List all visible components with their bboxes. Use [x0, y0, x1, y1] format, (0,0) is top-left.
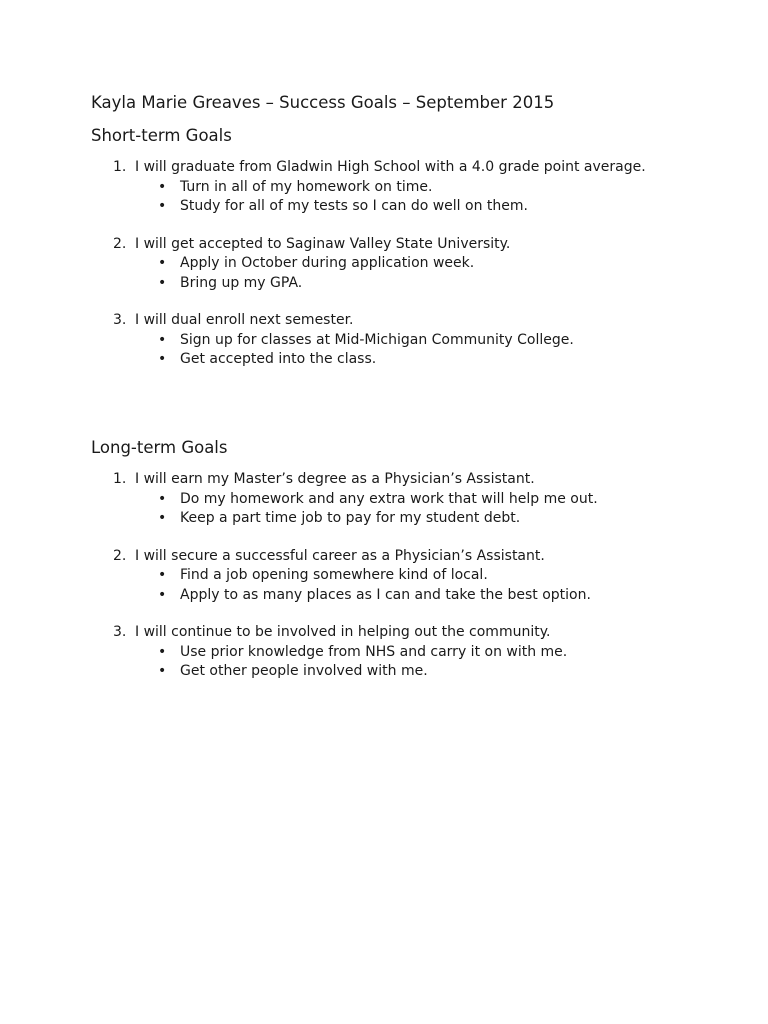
bullet-icon: • [158, 198, 167, 214]
bullet-icon: • [158, 255, 167, 271]
goal-step-text: Do my homework and any extra work that will help me out. [180, 490, 598, 507]
bullet-icon: • [158, 351, 167, 367]
goal-step [91, 586, 651, 606]
goal-step [91, 350, 651, 370]
bullet-icon: • [158, 643, 167, 660]
bullet-icon: • [158, 331, 167, 348]
bullet-icon: • [158, 178, 167, 195]
goal-text: I will continue to be involved in helping out the community. [135, 624, 551, 640]
goal-number: 3. [113, 624, 127, 640]
goal-step [91, 566, 651, 586]
goal-steps [91, 254, 651, 293]
goal-step-text: Study for all of my tests so I can do well on them. [180, 198, 528, 214]
short-term-goal-2 [91, 235, 651, 294]
goal-step-text: Get other people involved with me. [180, 663, 428, 679]
goal-steps [91, 490, 651, 529]
goal-step-text: Keep a part time job to pay for my student debt. [180, 510, 521, 526]
goal-text: I will graduate from Gladwin High School with a 4.0 grade point average. [135, 159, 646, 175]
goal-step-text: Sign up for classes at Mid-Michigan Community College. [180, 331, 574, 348]
goal-step [91, 197, 651, 217]
goal-number: 1. [113, 471, 127, 487]
goal-number: 1. [113, 159, 127, 175]
goal-step [91, 178, 651, 198]
goal-number: 2. [113, 235, 127, 252]
bullet-icon: • [158, 586, 167, 603]
goal-steps [91, 566, 651, 605]
goal-step [91, 662, 651, 682]
goal-steps [91, 331, 651, 370]
goal-text: I will get accepted to Saginaw Valley State University. [135, 235, 511, 252]
long-term-goal-3 [91, 623, 651, 682]
goal-step-text: Apply to as many places as I can and take the best option. [180, 586, 591, 603]
short-term-goal-list [91, 158, 651, 388]
goal-steps [91, 178, 651, 217]
long-term-heading: Long-term Goals [91, 438, 228, 457]
document-title: Kayla Marie Greaves – Success Goals – September 2015 [91, 93, 555, 112]
bullet-icon: • [158, 490, 167, 507]
goal-step [91, 274, 651, 294]
goal-number: 2. [113, 547, 127, 564]
bullet-icon: • [158, 567, 167, 583]
goal-step-text: Bring up my GPA. [180, 274, 303, 291]
goal-text: I will secure a successful career as a Physician’s Assistant. [135, 547, 545, 564]
goal-step-text: Apply in October during application week. [180, 255, 475, 271]
bullet-icon: • [158, 510, 167, 526]
long-term-goal-2 [91, 547, 651, 606]
goal-step [91, 509, 651, 529]
goal-number: 3. [113, 312, 127, 328]
short-term-goal-3 [91, 311, 651, 370]
goal-step-text: Use prior knowledge from NHS and carry it on with me. [180, 643, 568, 660]
goal-step [91, 490, 651, 510]
goal-step-text: Get accepted into the class. [180, 351, 377, 367]
goal-step [91, 254, 651, 274]
bullet-icon: • [158, 663, 167, 679]
goal-step [91, 331, 651, 351]
goal-text: I will dual enroll next semester. [135, 312, 354, 328]
goal-step-text: Find a job opening somewhere kind of local. [180, 567, 488, 583]
long-term-goal-1 [91, 470, 651, 529]
goal-step-text: Turn in all of my homework on time. [180, 178, 433, 195]
goal-text: I will earn my Master’s degree as a Physician’s Assistant. [135, 471, 535, 487]
long-term-goal-list [91, 470, 651, 700]
short-term-heading: Short-term Goals [91, 126, 232, 145]
goal-step [91, 643, 651, 663]
bullet-icon: • [158, 274, 167, 291]
goal-steps [91, 643, 651, 682]
short-term-goal-1 [91, 158, 651, 217]
